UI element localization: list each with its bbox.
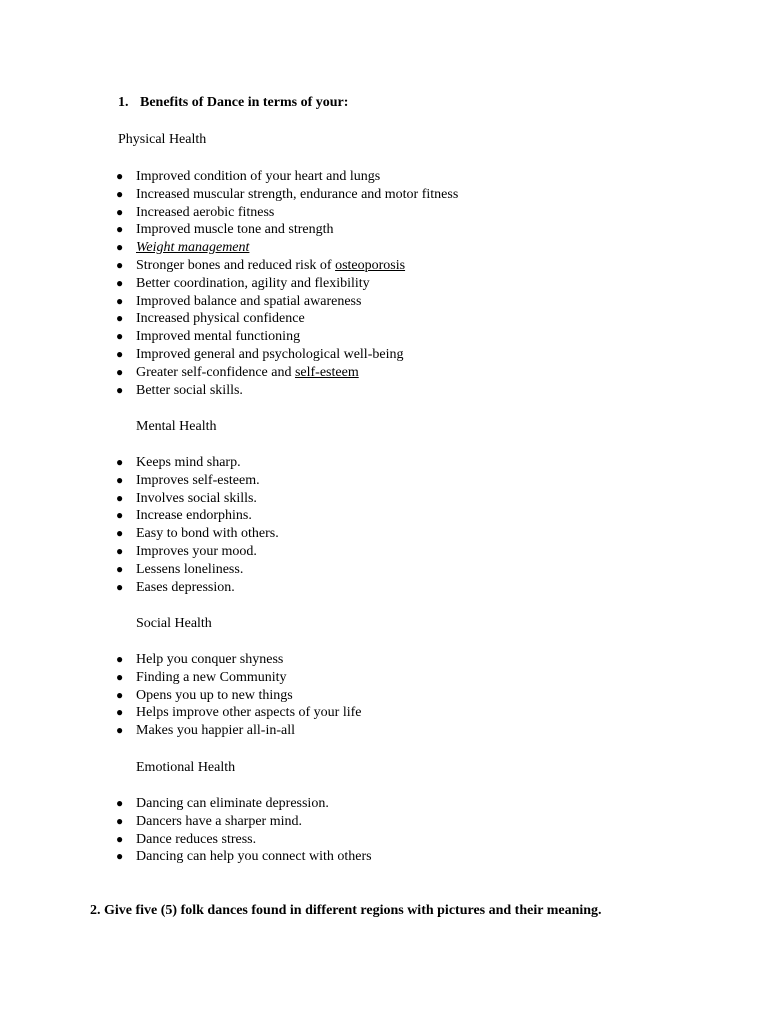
mental-health-list [112,454,279,596]
bullet-icon: ● [116,490,124,505]
social-health-title: Social Health [136,616,212,631]
list-item-text: Dancing can help you connect with others [136,849,372,865]
list-item [112,346,458,364]
list-item-text: Stronger bones and reduced risk of [136,257,336,273]
physical-health-list [112,168,458,399]
list-item-text: Keeps mind sharp. [136,455,241,470]
list-item [112,293,458,311]
question-2-heading: 2. Give five (5) folk dances found in different regions with pictures and their meaning. [90,903,602,918]
list-item [112,257,458,275]
list-item [112,579,279,597]
list-item [112,687,362,705]
list-item-text: Improves your mood. [136,543,257,559]
bullet-icon: ● [116,669,124,684]
question-1-number: 1. [118,95,129,110]
bullet-icon: ● [116,346,124,361]
list-item [112,186,458,204]
list-item [112,561,279,579]
bullet-icon: ● [116,472,124,487]
list-item [112,472,279,490]
list-item-text: Dancers have a sharper mind. [136,813,302,829]
bullet-icon: ● [116,204,124,219]
list-item [112,454,279,472]
list-item [112,704,362,722]
list-item [112,168,458,186]
list-item-text: Helps improve other aspects of your life [136,705,362,721]
self-esteem-link[interactable]: self-esteem [294,364,359,380]
bullet-icon: ● [116,813,124,828]
bullet-icon: ● [116,257,124,272]
bullet-icon: ● [116,796,124,810]
bullet-icon: ● [116,579,124,594]
question-1-text: Benefits of Dance in terms of your: [140,95,349,110]
bullet-icon: ● [116,543,124,558]
list-item [112,221,458,239]
bullet-icon: ● [116,311,124,326]
list-item-text: Opens you up to new things [136,687,293,703]
bullet-icon: ● [116,705,124,720]
list-item-text: Increased muscular strength, endurance and motor fitness [136,186,459,202]
list-item [112,651,362,669]
list-item-text: Improved condition of your heart and lungs [136,169,381,184]
social-health-list [112,651,362,740]
list-item-text: Improved general and psychological well-being [136,346,404,362]
list-item [112,525,279,543]
list-item-text: Increased physical confidence [136,311,305,327]
list-item-text: Easy to bond with others. [136,526,279,542]
bullet-icon: ● [116,849,124,864]
list-item [112,831,372,849]
bullet-icon: ● [116,455,124,469]
list-item [112,722,362,740]
bullet-icon: ● [116,169,124,183]
bullet-icon: ● [116,364,124,379]
emotional-health-list [112,795,372,866]
list-item [112,310,458,328]
bullet-icon: ● [116,508,124,523]
list-item [112,795,372,813]
list-item-text: Greater self-confidence and [136,364,295,380]
list-item-text: Dancing can eliminate depression. [136,796,329,811]
list-item-text: Lessens loneliness. [136,561,244,577]
list-item [112,382,458,400]
bullet-icon: ● [116,561,124,576]
list-item [112,239,458,257]
bullet-icon: ● [116,652,124,666]
emotional-health-title: Emotional Health [136,760,236,775]
bullet-icon: ● [116,222,124,237]
list-item [112,507,279,525]
list-item-text: Better coordination, agility and flexibility [136,275,370,291]
list-item-text: Increased aerobic fitness [136,204,275,220]
list-item [112,275,458,293]
list-item-text: Improves self-esteem. [136,472,260,488]
list-item [112,328,458,346]
bullet-icon: ● [116,275,124,290]
bullet-icon: ● [116,382,124,397]
list-item-text: Involves social skills. [136,490,257,506]
list-item-text: Improved mental functioning [136,329,301,345]
list-item-text: Makes you happier all-in-all [136,723,296,739]
list-item-text: Dance reduces stress. [136,831,257,847]
bullet-icon: ● [116,293,124,308]
list-item [112,669,362,687]
bullet-icon: ● [116,687,124,702]
bullet-icon: ● [116,329,124,344]
list-item-text: Increase endorphins. [136,508,252,524]
list-item-text: Eases depression. [136,579,235,595]
list-item [112,364,458,382]
bullet-icon: ● [116,240,124,255]
list-item [112,543,279,561]
bullet-icon: ● [116,831,124,846]
list-item-text: Better social skills. [136,382,243,398]
osteoporosis-link[interactable]: osteoporosis [335,257,406,273]
list-item [112,848,372,866]
list-item-text: Improved balance and spatial awareness [136,293,362,309]
question-1-heading [118,94,348,112]
list-item-text: Improved muscle tone and strength [136,222,334,238]
bullet-icon: ● [116,186,124,201]
mental-health-title: Mental Health [136,419,217,434]
weight-management-link[interactable]: Weight management [136,240,250,256]
bullet-icon: ● [116,723,124,738]
list-item-text: Help you conquer shyness [136,652,284,667]
list-item [112,490,279,508]
list-item [112,813,372,831]
physical-health-title: Physical Health [118,132,207,147]
list-item-text: Finding a new Community [136,669,287,685]
list-item [112,204,458,222]
bullet-icon: ● [116,526,124,541]
